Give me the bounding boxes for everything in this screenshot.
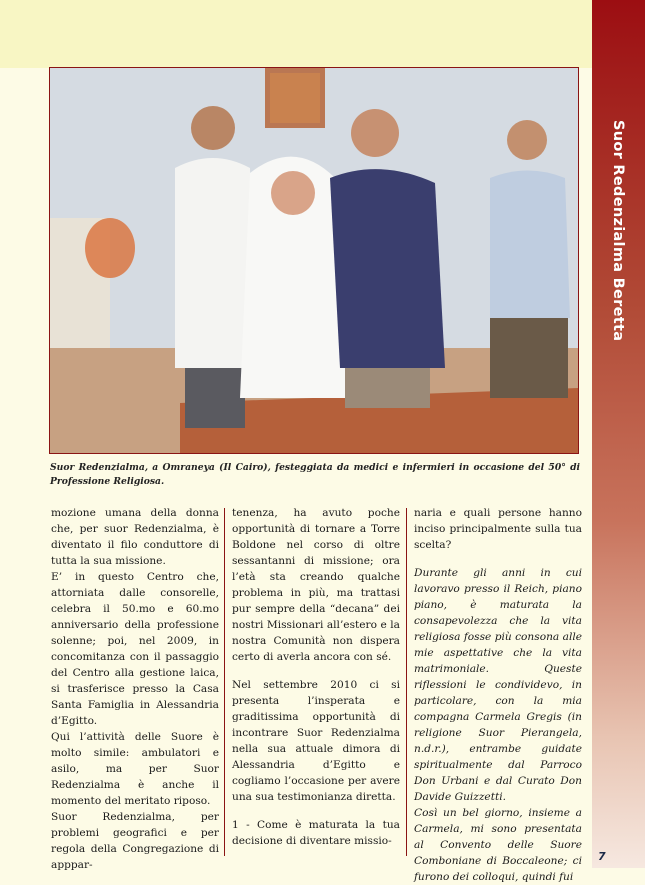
- question: naria e quali persone hanno inciso principalmente sulla tua scelta?: [414, 507, 582, 551]
- column-divider: [224, 508, 225, 856]
- question: 1 - Come è maturata la tua decisione di diventare missio-: [232, 819, 400, 847]
- column-divider: [406, 508, 407, 856]
- article-column-1: [51, 505, 219, 873]
- side-title: Suor Redenzialma Beretta: [610, 120, 626, 342]
- paragraph: E’ in questo Centro che, attorniata dalle consorelle, celebra il 50.mo e 60.mo anniversario della professione solenne; poi, nel 2009, in concomitanza con il passaggio del Centro alla gestione laica, si trasferisce presso la Casa Santa Famiglia in Alessandria d’Egitto.: [51, 571, 219, 727]
- paragraph: tenenza, ha avuto poche opportunità di tornare a Torre Boldone nel corso di oltre sessantanni di missione; ora l’età sta creando qualche problema in più, ma trattasi pur sempre della “decana” dei nostri Missionari all’estero e la nostra Comunità non dispera certo di averla ancora con sé.: [232, 507, 400, 663]
- paragraph: Nel settembre 2010 ci si presenta l’insperata e graditissima opportunità di incontrare Suor Redenzialma nella sua attuale dimora di Alessandria d’Egitto e cogliamo l’occasione per avere una sua testimonianza diretta.: [232, 679, 400, 803]
- paragraph: mozione umana della donna che, per suor Redenzialma, è diventato il filo conduttore di tutta la sua missione.: [51, 507, 219, 567]
- article-column-3: [414, 505, 582, 885]
- photo: [49, 67, 579, 454]
- photo-caption: Suor Redenzialma, a Omraneya (Il Cairo), festeggiata da medici e infermieri in occasione del 50° di Professione Religiosa.: [50, 462, 580, 487]
- page-number: 7: [598, 850, 606, 863]
- article-column-2: [232, 505, 400, 849]
- paragraph: Qui l’attività delle Suore è molto simile: ambulatori e asilo, ma per Suor Redenzialma è anche il momento del meritato riposo.: [51, 731, 219, 807]
- answer-paragraph: Durante gli anni in cui lavoravo presso il Reich, piano piano, è maturata la consapevolezza che la vita religiosa fosse più consona alle mie aspettative che la vita matrimoniale. Queste riflessioni le condividevo, in particolare, con la mia compagna Carmela Gregis (in religione Suor Pierangela, n.d.r.), entrambe guidate spiritualmente dal Parroco Don Urbani e dal Curato Don Davide Guizzetti.: [414, 567, 582, 803]
- paragraph: Suor Redenzialma, per problemi geografici e per regola della Congregazione di apppar-: [51, 811, 219, 871]
- top-band: [0, 0, 592, 68]
- photo-illustration: [50, 68, 578, 453]
- answer-paragraph: Così un bel giorno, insieme a Carmela, mi sono presentata al Convento delle Suore Comboniane di Boccaleone; ci furono dei colloqui, quindi fui: [414, 807, 582, 883]
